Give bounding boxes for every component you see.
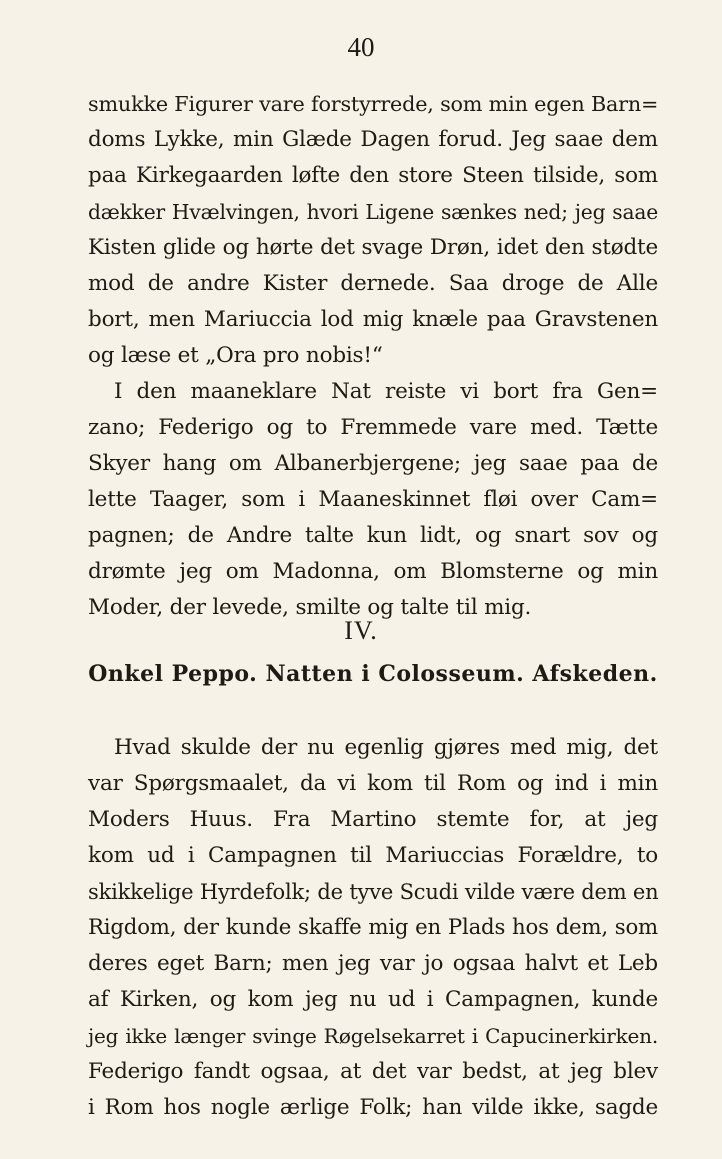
text-line: Moder, der levede, smilte og talte til mig. — [88, 595, 532, 620]
text-line: zano; Federigo og to Fremmede vare med. Tætte — [88, 415, 658, 440]
text-line: var Spørgsmaalet, da vi kom til Rom og ind i min — [88, 771, 658, 796]
text-line: bort, men Mariuccia lod mig knæle paa Gravstenen — [88, 307, 658, 332]
text-line: I den maaneklare Nat reiste vi bort fra Gen= — [114, 379, 658, 404]
text-line: skikkelige Hyrdefolk; de tyve Scudi vilde være dem en — [88, 880, 659, 904]
text-line: pagnen; de Andre talte kun lidt, og snart sov og — [88, 523, 658, 548]
text-line: deres eget Barn; men jeg var jo ogsaa halvt et Leb — [88, 951, 658, 976]
text-line: jeg ikke længer svinge Røgelsekarret i Capucinerkirken. — [88, 1024, 658, 1048]
text-line: dækker Hvælvingen, hvori Ligene sænkes ned; jeg saae — [88, 200, 658, 224]
text-line: drømte jeg om Madonna, om Blomsterne og min — [88, 559, 658, 584]
text-line: lette Taager, som i Maaneskinnet fløi over Cam= — [88, 487, 658, 512]
text-line: mod de andre Kister dernede. Saa droge de Alle — [88, 271, 658, 296]
chapter-number: IV. — [344, 616, 378, 645]
text-line: Hvad skulde der nu egenlig gjøres med mig, det — [114, 735, 658, 760]
text-line: doms Lykke, min Glæde Dagen forud. Jeg saae dem — [88, 127, 658, 152]
text-line: og læse et „Ora pro nobis!“ — [88, 343, 383, 368]
text-line: Federigo fandt ogsaa, at det var bedst, at jeg blev — [88, 1059, 658, 1084]
text-line: kom ud i Campagnen til Mariuccias Forældre, to — [88, 843, 658, 868]
text-line: paa Kirkegaarden løfte den store Steen tilside, som — [88, 163, 658, 188]
chapter-title: Onkel Peppo. Natten i Colosseum. Afskeden. — [88, 661, 658, 687]
text-line: Skyer hang om Albanerbjergene; jeg saae paa de — [88, 451, 658, 476]
text-line: Rigdom, der kunde skaffe mig en Plads hos dem, som — [88, 915, 658, 940]
page-number: 40 — [347, 32, 375, 62]
text-line: i Rom hos nogle ærlige Folk; han vilde ikke, sagde — [88, 1095, 658, 1120]
text-line: Kisten glide og hørte det svage Drøn, idet den stødte — [88, 235, 658, 260]
text-line: af Kirken, og kom jeg nu ud i Campagnen, kunde — [88, 987, 658, 1012]
text-line: Moders Huus. Fra Martino stemte for, at jeg — [88, 807, 658, 832]
text-line: smukke Figurer vare forstyrrede, som min egen Barn= — [88, 92, 659, 116]
